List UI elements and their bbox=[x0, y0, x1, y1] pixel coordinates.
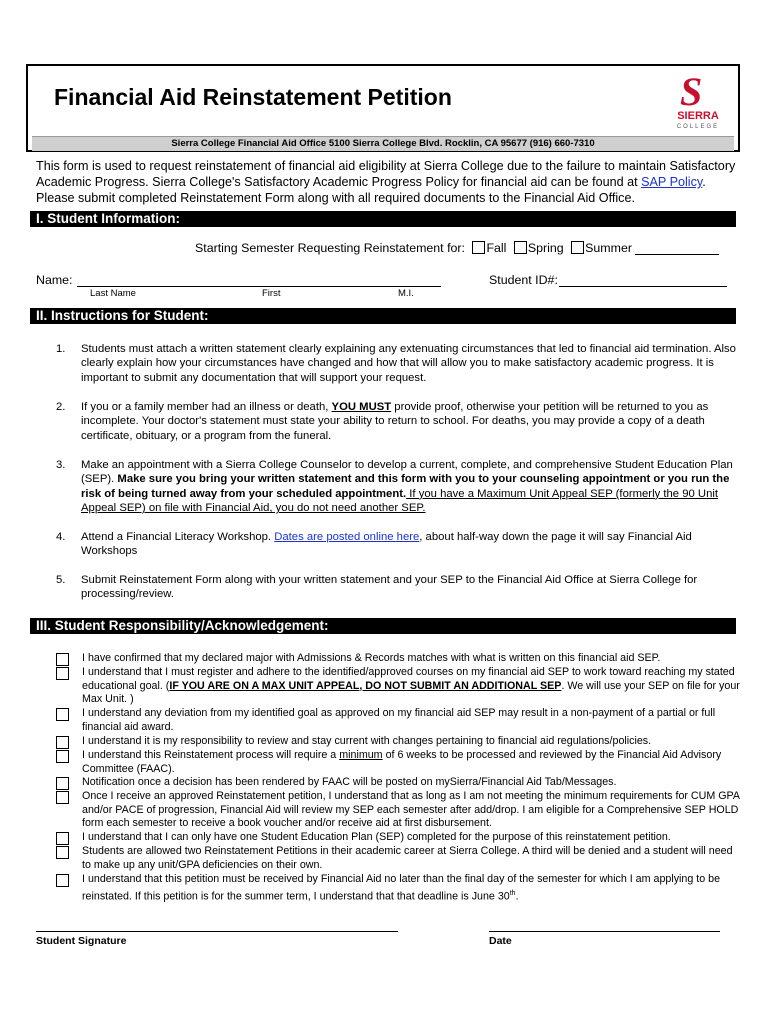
acknowledgement-text: I understand that this petition must be received by Financial Aid no later than the final day of the semester for which I am applying to be reinstated. If this petition is for the summer term, I understand that that deadline is June 30 bbox=[82, 873, 721, 903]
middle-initial-sublabel: M.I. bbox=[398, 288, 414, 299]
fall-label: Fall bbox=[486, 241, 507, 255]
instruction-underline-text: If you have a Maximum Unit Appeal SEP (formerly the 90 Unit Appeal SEP) on file with Financial Aid, you do not need another SEP. bbox=[81, 487, 719, 515]
acknowledgement-text: . We will use your SEP on file for your Max Unit. ) bbox=[82, 679, 740, 705]
fall-checkbox[interactable] bbox=[472, 241, 485, 254]
acknowledgement-text: Notification once a decision has been rendered by FAAC will be posted on mySierra/Financial Aid Tab/Messages. bbox=[82, 776, 617, 788]
acknowledgement-text: I understand that I can only have one Student Education Plan (SEP) completed for the purpose of this reinstatement petition. bbox=[82, 831, 671, 843]
acknowledgement-item bbox=[56, 790, 740, 831]
logo-s-glyph: S bbox=[680, 69, 703, 114]
acknowledgement-checkbox[interactable] bbox=[56, 667, 69, 680]
acknowledgement-checkbox[interactable] bbox=[56, 653, 69, 666]
acknowledgement-item bbox=[56, 735, 740, 749]
semester-label: Starting Semester Requesting Reinstatement for: bbox=[195, 241, 465, 255]
section-instructions-header: II. Instructions for Student: bbox=[30, 308, 736, 324]
instruction-item bbox=[56, 400, 736, 443]
name-field[interactable] bbox=[77, 272, 441, 287]
acknowledgement-text: I understand any deviation from my identified goal as approved on my financial aid SEP may result in a non-payment of a partial or full financial aid award. bbox=[82, 707, 716, 733]
acknowledgement-checkbox[interactable] bbox=[56, 846, 69, 859]
acknowledgement-item bbox=[56, 845, 740, 872]
instruction-item bbox=[56, 573, 736, 602]
name-label: Name: bbox=[36, 273, 73, 287]
acknowledgement-text: of 6 weeks to be processed and reviewed by the Financial Aid Advisory Committee (FAAC). bbox=[82, 749, 722, 775]
sap-policy-link[interactable]: SAP Policy bbox=[641, 175, 703, 189]
student-id-field[interactable] bbox=[559, 272, 727, 287]
instruction-emphasis: YOU MUST bbox=[331, 401, 392, 413]
section-student-information-header: I. Student Information: bbox=[30, 211, 736, 227]
instruction-number: 3. bbox=[56, 459, 66, 471]
semester-row bbox=[195, 241, 719, 255]
acknowledgement-checkbox[interactable] bbox=[56, 832, 69, 845]
page-title: Financial Aid Reinstatement Petition bbox=[54, 84, 452, 110]
section-acknowledgement-header: III. Student Responsibility/Acknowledgement: bbox=[30, 618, 736, 634]
summer-label: Summer bbox=[585, 241, 632, 255]
acknowledgement-text: I understand that I must register and adhere to the identified/approved courses on my financial aid SEP to work toward reaching my stated educational goal. ( bbox=[82, 666, 735, 692]
intro-text: This form is used to request reinstatement of financial aid eligibility at Sierra College due to the failure to maintain Satisfactory Academic Progress. Sierra College's Satisfactory Academic Progress Policy for financial aid can be found at bbox=[36, 159, 736, 189]
instruction-text: Students must attach a written statement clearly explaining any extenuating circumstances that led to financial aid termination. Also clearly explain how your circumstances have changed and how that will allow you to make satisfactory academic progress. It is important to submit any documentation that will support your request. bbox=[81, 343, 736, 384]
form-header bbox=[26, 64, 740, 152]
acknowledgement-text: Once I receive an approved Reinstatement petition, I understand that as long as I am not meeting the minimum requirements for CUM GPA and/or PACE of progression, Financial Aid will review my SEP each semester after add/drop. I am eligible for a Comprehensive SEP HOLD form each semester to receive a book voucher and/or receive aid at first disbursement. bbox=[82, 790, 740, 829]
acknowledgement-item bbox=[56, 873, 740, 904]
spring-checkbox[interactable] bbox=[514, 241, 527, 254]
acknowledgement-item bbox=[56, 749, 740, 776]
superscript-th: th bbox=[509, 889, 516, 897]
acknowledgement-text: Students are allowed two Reinstatement Petitions in their academic career at Sierra College. A third will be denied and a student will need to make up any unit/GPA deficiencies on their own. bbox=[82, 845, 733, 871]
acknowledgement-checkbox[interactable] bbox=[56, 777, 69, 790]
acknowledgement-underline-text: minimum bbox=[339, 749, 383, 761]
acknowledgement-checkbox[interactable] bbox=[56, 708, 69, 721]
instruction-item bbox=[56, 342, 736, 385]
acknowledgement-item bbox=[56, 776, 740, 790]
logo-subtitle: COLLEGE bbox=[676, 124, 720, 130]
acknowledgement-checkbox[interactable] bbox=[56, 874, 69, 887]
last-name-sublabel: Last Name bbox=[90, 288, 136, 299]
spring-label: Spring bbox=[527, 241, 564, 255]
instruction-number: 1. bbox=[56, 343, 66, 355]
student-id-label: Student ID#: bbox=[489, 273, 558, 287]
instruction-number: 2. bbox=[56, 401, 66, 413]
logo-name: SIERRA bbox=[677, 110, 719, 122]
instruction-text: Attend a Financial Literacy Workshop. bbox=[81, 531, 275, 543]
sierra-college-logo bbox=[668, 69, 728, 136]
acknowledgement-text: . bbox=[515, 890, 519, 903]
signature-label: Student Signature bbox=[36, 935, 127, 947]
acknowledgement-item bbox=[56, 666, 740, 707]
acknowledgement-checkbox[interactable] bbox=[56, 736, 69, 749]
intro-paragraph bbox=[36, 158, 736, 206]
acknowledgement-text: I have confirmed that my declared major with Admissions & Records matches with what is written on this financial aid SEP. bbox=[82, 652, 661, 664]
office-address: Sierra College Financial Aid Office 5100 Sierra College Blvd. Rocklin, CA 95677 (916) 660-7310 bbox=[32, 136, 734, 151]
first-name-sublabel: First bbox=[262, 288, 281, 299]
instruction-item bbox=[56, 458, 736, 516]
instruction-item bbox=[56, 530, 736, 559]
acknowledgement-bold-text: IF YOU ARE ON A MAX UNIT APPEAL, DO NOT SUBMIT AN ADDITIONAL SEP bbox=[169, 679, 562, 692]
acknowledgement-checkbox[interactable] bbox=[56, 791, 69, 804]
acknowledgement-item bbox=[56, 707, 740, 734]
acknowledgement-text: I understand this Reinstatement process will require a bbox=[82, 749, 340, 761]
instruction-bold-text: Make sure you bring your written statement and this form with you to your counseling appointment or you run the risk of being turned away from your scheduled appointment. bbox=[81, 473, 730, 500]
date-label: Date bbox=[489, 935, 512, 947]
workshop-dates-link[interactable]: Dates are posted online here bbox=[274, 531, 420, 543]
acknowledgement-text: I understand it is my responsibility to review and stay current with changes pertaining to financial aid regulations/policies. bbox=[82, 735, 652, 747]
instruction-text: Make an appointment with a Sierra College Counselor to develop a current, complete, and comprehensive Student Education Plan (SEP). bbox=[81, 459, 733, 486]
intro-text-end: . Please submit completed Reinstatement Form along with all required documents to the Financial Aid Office. bbox=[36, 175, 706, 205]
signature-field[interactable] bbox=[36, 931, 398, 932]
instruction-text: If you or a family member had an illness or death, bbox=[81, 401, 332, 413]
instruction-text: , about half-way down the page it will say Financial Aid Workshops bbox=[81, 531, 692, 558]
instruction-number: 5. bbox=[56, 574, 66, 586]
summer-year-field[interactable] bbox=[635, 254, 719, 255]
acknowledgement-checkbox[interactable] bbox=[56, 750, 69, 763]
summer-checkbox[interactable] bbox=[571, 241, 584, 254]
acknowledgement-item bbox=[56, 652, 740, 666]
instruction-text: Submit Reinstatement Form along with your written statement and your SEP to the Financial Aid Office at Sierra College for processing/review. bbox=[81, 574, 698, 601]
instruction-text: provide proof, otherwise your petition will be returned to you as incomplete. Your doctor's statement must state your ability to return to school. For deaths, you may provide a copy of a death certificate, obituary, or a program from the funeral. bbox=[81, 401, 709, 442]
instruction-number: 4. bbox=[56, 531, 66, 543]
acknowledgement-item bbox=[56, 831, 740, 845]
date-field[interactable] bbox=[489, 931, 720, 932]
